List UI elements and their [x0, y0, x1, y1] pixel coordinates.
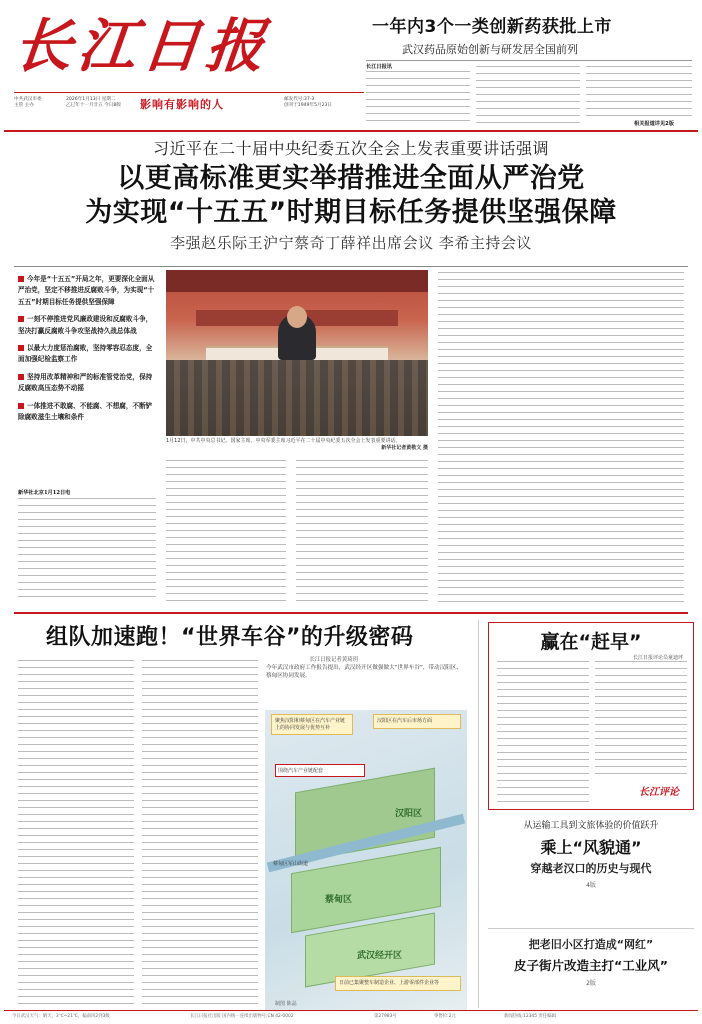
top-story-col3	[586, 66, 692, 120]
oldtown-kicker: 把老旧小区打造成“网红”	[528, 938, 654, 951]
lunar-line: 乙巳年十一月廿五 今日8版	[66, 103, 121, 108]
meta-founded: 创刊于1949年5月23日	[284, 103, 333, 108]
oldtown-page-ref[interactable]: 2版	[586, 980, 596, 987]
car-story-byline: 长江日报记者黄琦玥	[309, 657, 358, 663]
car-valley-map	[265, 710, 467, 1010]
feature-title: 乘上“风貌通”	[540, 838, 642, 857]
car-story-headline: 组队加速跑！“世界车谷”的升级密码	[46, 625, 414, 650]
map-label-junshan: 蔡甸区军山街道	[273, 861, 309, 867]
top-story-title: 一年内3个一类创新药获批上市	[372, 17, 612, 37]
lead-dateline-block	[18, 490, 156, 497]
meta-org: 中共武汉市委	[14, 97, 42, 102]
footer-weather: 今日武汉天气：晴天，3℃~21℃，偏南风2到3级	[12, 1014, 110, 1019]
lead-body-col3	[296, 460, 428, 602]
footer-issue: 第27983号	[374, 1014, 397, 1019]
map-callout-3: 围绕汽车产业链配套	[275, 764, 365, 777]
top-story	[366, 12, 698, 130]
lead-subhead: 李强赵乐际王沪宁蔡奇丁薛祥出席会议 李希主持会议	[170, 234, 532, 252]
bullet-square-icon	[18, 403, 24, 409]
meta-role: 主管 主办	[14, 103, 34, 108]
car-story-col2	[142, 660, 258, 1004]
header-rule	[4, 130, 698, 132]
lead-body-right	[438, 272, 684, 602]
photo-credit: 新华社记者黄敬文 摄	[381, 444, 428, 451]
map-label-caidian: 蔡甸区	[325, 895, 353, 905]
car-story-col1	[18, 660, 134, 1004]
top-story-subtitle: 武汉药品原始创新与研发居全国前列	[402, 43, 578, 56]
bullet-square-icon	[18, 374, 24, 380]
feature-story[interactable]	[488, 818, 694, 889]
lead-kicker: 习近平在二十届中央纪委五次全会上发表重要讲话强调	[152, 139, 549, 158]
commentary-headline: 赢在“赶早”	[540, 631, 642, 653]
map-label-economic-zone: 武汉经开区	[357, 951, 403, 961]
photo-caption: 1月12日，中共中央总书记、国家主席、中央军委主席习近平在二十届中央纪委五次全会上发表重要讲话。 新华社记者黄敬文 摄	[166, 438, 428, 451]
lead-photo	[166, 270, 428, 436]
lead-dateline: 新华社北京1月12日电	[18, 490, 71, 496]
bullet-item: 一刻不停推进党风廉政建设和反腐败斗争，坚决打赢反腐败斗争攻坚战持久战总体战	[18, 315, 153, 335]
page-footer	[4, 1012, 698, 1024]
oldtown-story[interactable]	[488, 936, 694, 987]
car-story-head	[18, 620, 478, 663]
bullet-item: 今年是“十五五”开局之年，更要深化全面从严治党，坚定不移推进反腐败斗争，为实现“十五五”时期目标任务提供坚强保障	[18, 275, 155, 306]
feature-subtitle: 穿越老汉口的历史与现代	[530, 862, 652, 875]
masthead-meta	[14, 92, 364, 122]
lead-body-col2	[166, 460, 286, 602]
date-line: 2026年1月13日 星期二	[66, 97, 116, 102]
car-story-intro: 今年武汉市政府工作报告提出，武汉经开区做强做大“世界车谷”，带动汉阳区、蔡甸区协同发展。	[266, 665, 462, 679]
bullet-square-icon	[18, 316, 24, 322]
bullet-item: 以最大力度惩治腐败，坚持零容忍态度，全面加强纪检监察工作	[18, 344, 153, 364]
column-logo: 长江评论	[639, 787, 679, 798]
related-link[interactable]: 相关报道详见2版	[634, 121, 674, 127]
map-callout-2: 汉阳区在汽车后市场方面	[373, 714, 461, 729]
footer-editor: 新闻热线:12345 责任编辑	[504, 1014, 556, 1019]
lead-headline-1: 以更高标准更实举措推进全面从严治党	[117, 163, 585, 194]
newspaper-logo: 长江日报	[10, 12, 274, 80]
bullet-square-icon	[18, 345, 24, 351]
top-story-byline: 长江日报讯	[366, 64, 392, 70]
commentary-byline: 长江日报评论员童迪坪	[632, 655, 683, 661]
lead-headline-block	[0, 136, 702, 253]
feature-kicker: 从运输工具到文旅体验的价值跃升	[523, 821, 659, 831]
feature-page-ref[interactable]: 4版	[586, 882, 596, 889]
meta-postal: 邮发代号:37-3	[284, 97, 315, 102]
bullet-item: 坚持用改革精神和严的标准管党治党，保持反腐败高压态势不动摇	[18, 372, 153, 393]
oldtown-title: 皮子街片改造主打“工业风”	[514, 958, 668, 973]
lead-headline-2: 为实现“十五五”时期目标任务提供坚强保障	[85, 197, 617, 228]
map-credit: 制图 陈晶	[275, 1001, 297, 1007]
footer-publisher: 长江日报社出版 国内统一连续出版物号:CN 42-0002	[190, 1014, 294, 1019]
top-story-col1	[366, 64, 470, 126]
map-callout-4: 日前已集聚整车制造企业、上游零部件企业等	[335, 976, 461, 991]
map-label-hanyang: 汉阳区	[395, 809, 423, 819]
slogan: 影响有影响的人	[140, 98, 224, 111]
map-callout-1: 聚焦汉阳和蔡甸区在汽车产业链上的协同发展与优势互补	[271, 714, 353, 735]
lead-body-col1	[18, 498, 156, 602]
bullet-item: 一体推进不敢腐、不能腐、不想腐，不断铲除腐败滋生土壤和条件	[18, 401, 153, 422]
bullet-square-icon	[18, 276, 24, 282]
lead-bullets	[18, 274, 156, 484]
footer-price: 零售价:2元	[434, 1014, 456, 1019]
commentary-box	[488, 622, 694, 810]
top-story-col2	[476, 66, 580, 126]
